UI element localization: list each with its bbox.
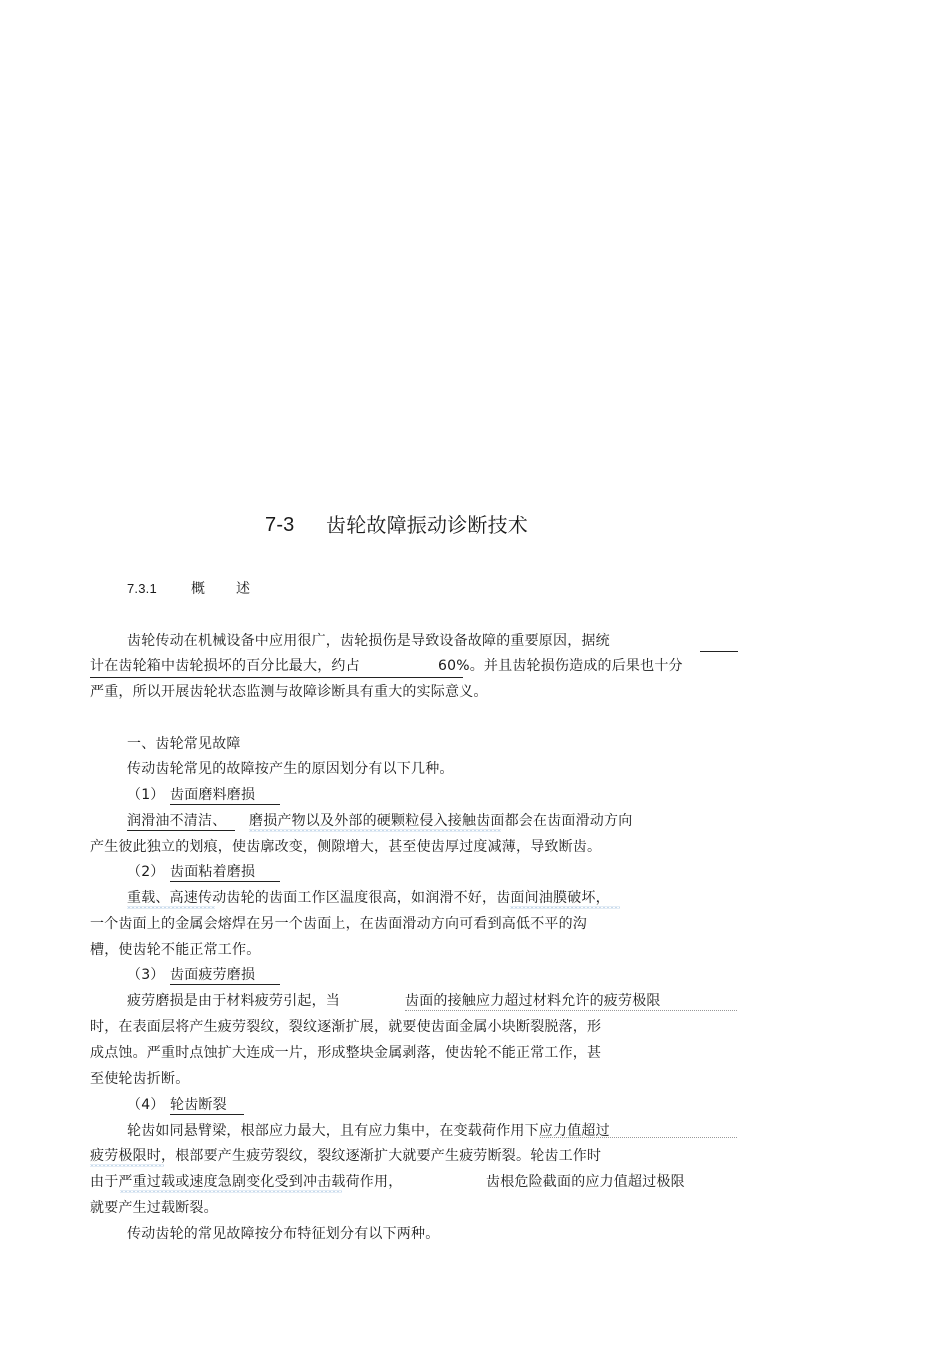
underline-mark — [540, 1137, 737, 1138]
item-number: （3） — [127, 967, 165, 983]
item-number: （2） — [127, 864, 165, 880]
part-lead: 传动齿轮常见的故障按产生的原因划分有以下几种。 — [127, 761, 454, 777]
item-number: （4） — [127, 1097, 165, 1113]
p4-line-2: 疲劳极限时，根部要产生疲劳裂纹，裂纹逐渐扩大就要产生疲劳断裂。轮齿工作时 — [90, 1148, 602, 1164]
section-title-char-1: 概 — [191, 581, 206, 597]
underline-mark — [170, 1114, 244, 1115]
item-title: 轮齿断裂 — [170, 1097, 227, 1113]
p2-line-3: 槽，使齿轮不能正常工作。 — [90, 942, 261, 958]
underline-mark — [170, 804, 280, 805]
closing-line: 传动齿轮的常见故障按分布特征划分有以下两种。 — [127, 1226, 440, 1242]
underline-mark — [90, 1164, 164, 1167]
intro-line-1: 齿轮传动在机械设备中应用很广，齿轮损伤是导致设备故障的重要原因，据统 — [127, 633, 610, 649]
p2-line-2: 一个齿面上的金属会熔焊在另一个齿面上，在齿面滑动方向可看到高低不平的沟 — [90, 916, 587, 932]
p2-line-1: 重载、高速传动齿轮的齿面工作区温度很高，如润滑不好，齿面间油膜破坏， — [127, 890, 610, 906]
item-title: 齿面磨料磨损 — [170, 787, 256, 803]
p4-line-3b: 齿根危险截面的应力值超过极限 — [486, 1174, 685, 1190]
underline-mark — [170, 881, 280, 882]
p3-line-2: 时，在表面层将产生疲劳裂纹，裂纹逐渐扩展，就要使齿面金属小块断裂脱落，形 — [90, 1019, 602, 1035]
page-title: 齿轮故障振动诊断技术 — [326, 513, 528, 537]
underline-mark — [90, 677, 463, 678]
underline-mark — [127, 830, 235, 831]
p1-line-1b: 磨损产物以及外部的硬颗粒侵入接触齿面都会在齿面滑动方向 — [249, 813, 633, 829]
p3-line-3: 成点蚀。严重时点蚀扩大连成一片，形成整块金属剥落，使齿轮不能正常工作，甚 — [90, 1045, 602, 1061]
p4-line-1: 轮齿如同悬臂梁，根部应力最大，且有应力集中，在变载荷作用下应力值超过 — [127, 1123, 610, 1139]
p3-line-1a: 疲劳磨损是由于材料疲劳引起，当 — [127, 993, 340, 1009]
title-number: 7-3 — [265, 514, 295, 536]
p4-line-4: 就要产生过载断裂。 — [90, 1200, 218, 1216]
p3-line-1b: 齿面的接触应力超过材料允许的疲劳极限 — [405, 993, 661, 1009]
intro-line-2a: 计在齿轮箱中齿轮损坏的百分比最大，约占 — [90, 658, 360, 674]
item-number: （1） — [127, 787, 165, 803]
underline-mark — [405, 1010, 737, 1011]
p3-line-4: 至使轮齿折断。 — [90, 1071, 190, 1087]
section-title-char-2: 述 — [236, 581, 251, 597]
p1-line-2: 产生彼此独立的划痕，使齿廓改变，侧隙增大，甚至使齿厚过度减薄，导致断齿。 — [90, 839, 602, 855]
item-title: 齿面粘着磨损 — [170, 864, 256, 880]
intro-line-2b: 60%。并且齿轮损伤造成的后果也十分 — [438, 658, 683, 674]
underline-mark — [170, 984, 280, 985]
underline-mark — [700, 651, 738, 652]
underline-mark — [249, 829, 501, 832]
underline-mark — [120, 1190, 342, 1193]
item-title: 齿面疲劳磨损 — [170, 967, 256, 983]
p4-line-3a: 由于严重过载或速度急剧变化受到冲击载荷作用， — [90, 1174, 403, 1190]
part-heading: 一、齿轮常见故障 — [127, 736, 241, 752]
p1-line-1a: 润滑油不清洁、 — [127, 813, 227, 829]
underline-mark — [127, 906, 215, 909]
section-number: 7.3.1 — [127, 581, 157, 596]
intro-line-3: 严重，所以开展齿轮状态监测与故障诊断具有重大的实际意义。 — [90, 684, 488, 700]
underline-mark — [510, 906, 620, 909]
